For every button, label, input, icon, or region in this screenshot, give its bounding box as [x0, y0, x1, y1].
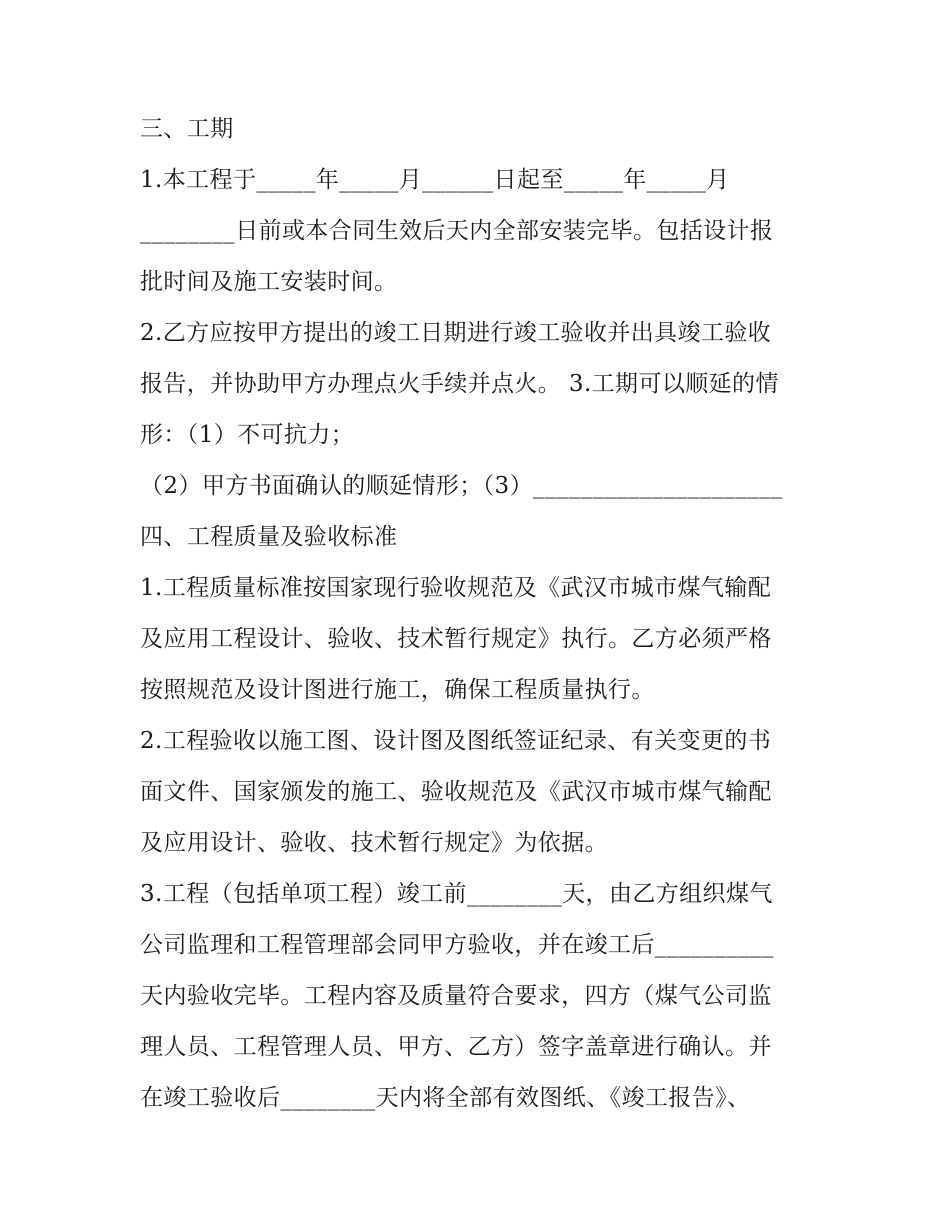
paragraph-line: 报告，并协助甲方办理点火手续并点火。 3.工期可以顺延的情 — [140, 371, 779, 397]
paragraph-line: 1.工程质量标准按国家现行验收规范及《武汉市城市煤气输配 — [140, 575, 772, 601]
paragraph-line: 及应用设计、验收、技术暂行规定》为依据。 — [140, 830, 608, 856]
section-heading-quality: 四、工程质量及验收标准 — [140, 524, 398, 550]
paragraph-line: 1.本工程于_____年_____月______日起至_____年_____月 — [140, 167, 730, 193]
paragraph-line: 2.工程验收以施工图、设计图及图纸签证纪录、有关变更的书 — [140, 728, 772, 754]
paragraph-line: 3.工程（包括单项工程）竣工前________天，由乙方组织煤气 — [140, 881, 773, 907]
paragraph-line: 在竣工验收后________天内将全部有效图纸、《竣工报告》、 — [140, 1085, 751, 1111]
section-heading-schedule: 三、工期 — [140, 116, 234, 142]
paragraph-line: 公司监理和工程管理部会同甲方验收，并在竣工后__________ — [140, 932, 774, 958]
paragraph-line: 面文件、国家颁发的施工、验收规范及《武汉市城市煤气输配 — [140, 779, 772, 805]
paragraph-line: 理人员、工程管理人员、甲方、乙方）签字盖章进行确认。并 — [140, 1034, 772, 1060]
paragraph-line: 按照规范及设计图进行施工，确保工程质量执行。 — [140, 677, 655, 703]
paragraph-line: （2）甲方书面确认的顺延情形；（3）_____________________ — [140, 473, 783, 499]
document-body — [140, 104, 820, 1124]
paragraph-line: ________日前或本合同生效后天内全部安装完毕。包括设计报 — [140, 218, 774, 244]
paragraph-line: 2.乙方应按甲方提出的竣工日期进行竣工验收并出具竣工验收 — [140, 320, 772, 346]
paragraph-line: 形：（1）不可抗力； — [140, 422, 355, 448]
paragraph-line: 天内验收完毕。工程内容及质量符合要求，四方（煤气公司监 — [140, 983, 772, 1009]
paragraph-line: 及应用工程设计、验收、技术暂行规定》执行。乙方必须严格 — [140, 626, 772, 652]
paragraph-line: 批时间及施工安装时间。 — [140, 269, 398, 295]
